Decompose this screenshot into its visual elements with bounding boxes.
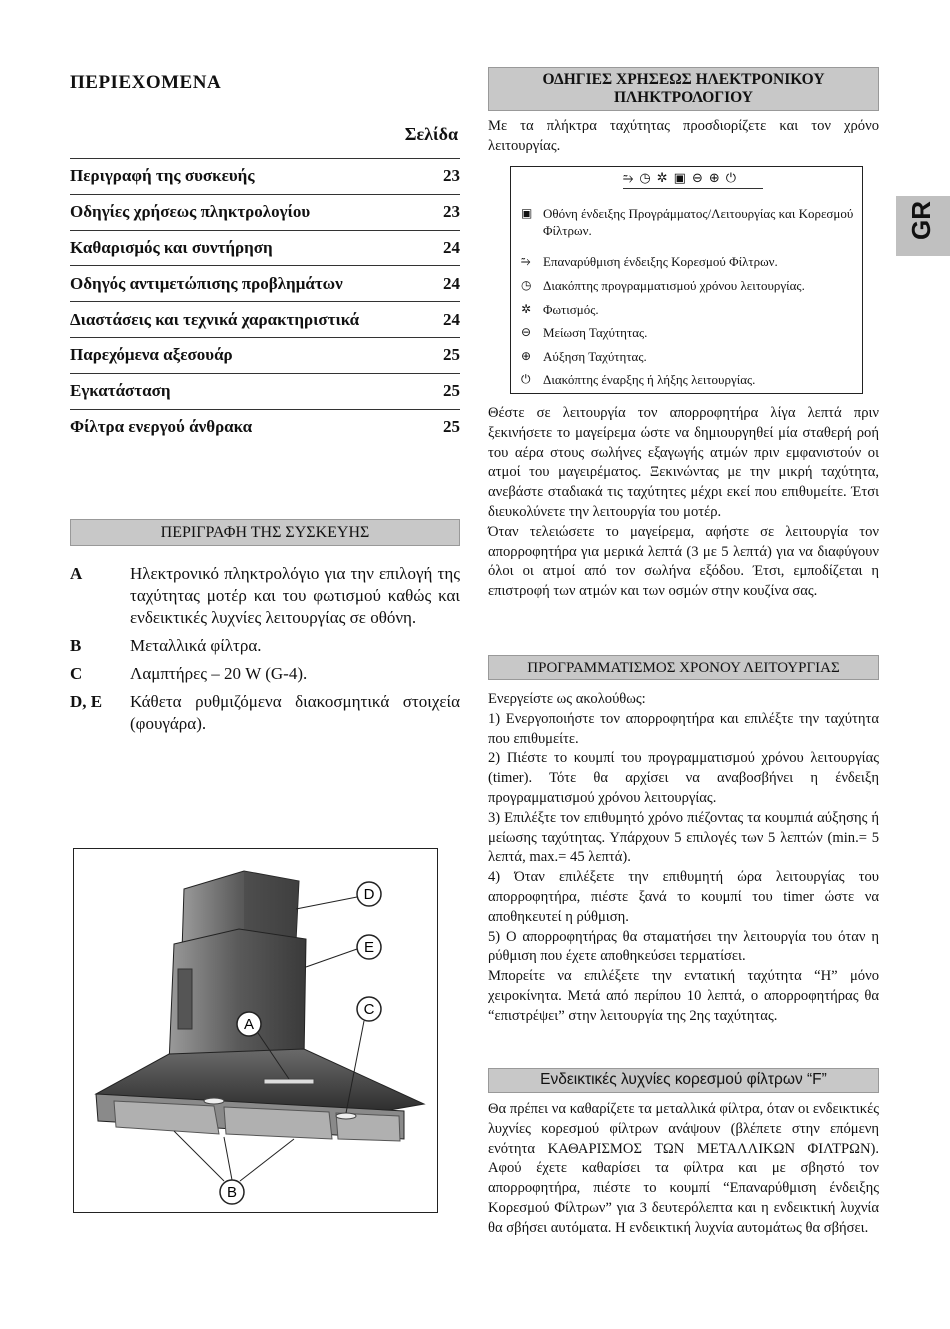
label-b: B bbox=[226, 1184, 238, 1201]
timer-icon: ◷ bbox=[521, 278, 532, 292]
plus-icon: ⊕ bbox=[521, 349, 532, 363]
filters-heading: Ενδεικτικές λυχνίες κορεσμού φίλτρων “F” bbox=[488, 1068, 879, 1093]
toc-label: Οδηγίες χρήσεως πληκτρολογίου bbox=[70, 202, 311, 222]
toc-label: Καθαρισμός και συντήρηση bbox=[70, 237, 273, 257]
programming-line: 5) Ο απορροφητήρας θα σταματήσει την λειτουργία του όταν η ρύθμιση που έχετε αποθηκεύσει τερματίσει. bbox=[488, 928, 879, 965]
toc-page: 25 bbox=[443, 345, 460, 365]
filters-text: Θα πρέπει να καθαρίζετε τα μεταλλικά φίλτρα, όταν οι ενδεικτικές λυχνίες κορεσμού φίλτρων ανάψουν (βλέπετε στην επόμενη ενότητα ΚΑΘΑΡΙΣΜΟΣ ΤΩΝ ΜΕΤΑΛΛΙΚΩΝ ΦΙΛΤΡΩΝ). Αφού έχετε καθαρίσει τα φίλτρα και με σβηστό τον απορροφητήρα, πιέστε το κουμπί “Επαναρύθμιση ένδειξης Κορεσμού Φίλτρων” για 3 δευτερόλεπτα και η ενδεικτική λυχνία θα σβήσει αυτόματα. Η ενδεικτική λυχνία αυτομάτως θα σβήσει. bbox=[488, 1101, 879, 1236]
language-tab-label: GR bbox=[906, 201, 936, 240]
legend-item bbox=[521, 205, 856, 239]
keypad-icons bbox=[623, 170, 736, 187]
toc-label: Εγκατάσταση bbox=[70, 381, 171, 401]
toc-page-header: Σελίδα bbox=[404, 124, 458, 144]
toc-row[interactable] bbox=[70, 337, 460, 373]
part-key: C bbox=[70, 664, 83, 683]
light-icon: ✲ bbox=[521, 302, 532, 316]
legend-item bbox=[521, 348, 856, 365]
legend-item bbox=[521, 371, 856, 388]
toc-page: 25 bbox=[443, 416, 460, 436]
hood-illustration bbox=[74, 849, 436, 1211]
body-paragraph: Θέστε σε λειτουργία τον απορροφητήρα λίγα λεπτά πριν ξεκινήσετε το μαγείρεμα ώστε να δημιουργηθεί μία σταθερή ροή του αέρα στους σωλήνες εξαγωγής ατμών πριν εμφανιστούν οι ατμοί του μαγειρέματος. Ξεκινώντας με την μικρή ταχύτητα, ανεβάστε σταδιακά τις ταχύτητες μέχρι εκεί που επιθυμείτε. Έτσι διευκολύνετε την λειτουργία του μοτέρ. bbox=[488, 405, 879, 520]
keypad-heading-line2: ΠΛΗΚΤΡΟΛΟΓΙΟΥ bbox=[613, 89, 753, 106]
label-e: E bbox=[363, 939, 375, 956]
minus-icon: ⊖ bbox=[521, 325, 532, 339]
timer-icon[interactable]: ◷ bbox=[639, 171, 651, 186]
toc-page: 24 bbox=[443, 309, 460, 329]
table-of-contents bbox=[70, 158, 460, 444]
legend-item bbox=[521, 253, 856, 270]
part-item bbox=[70, 663, 460, 685]
part-key: B bbox=[70, 636, 82, 655]
part-text: Ηλεκτρονικό πληκτρολόγιο για την επιλογή της ταχύτητας μοτέρ και του φωτισμού καθώς και ενδεικτικές λυχνίες λειτουργίας σε οθόνη. bbox=[130, 564, 460, 627]
legend-item bbox=[521, 301, 856, 318]
toc-page: 24 bbox=[443, 237, 460, 257]
programming-line: 4) Όταν επιλέξετε την επιθυμητή ώρα λειτουργίας του απορροφητήρα, πιέστε ξανά το κουμπί του timer ώστε να αποθηκευτεί η ρύθμιση. bbox=[488, 869, 879, 925]
toc-label: Παρεχόμενα αξεσουάρ bbox=[70, 345, 233, 365]
toc-page: 24 bbox=[443, 273, 460, 293]
programming-steps bbox=[488, 690, 879, 1027]
power-icon: ⏻ bbox=[521, 372, 531, 386]
part-key: A bbox=[70, 564, 83, 583]
toc-label: Οδηγός αντιμετώπισης προβλημάτων bbox=[70, 273, 343, 293]
part-key: D, E bbox=[70, 692, 103, 711]
toc-label: Φίλτρα ενεργού άνθρακα bbox=[70, 416, 253, 436]
label-d: D bbox=[363, 886, 375, 903]
legend-text: Επαναρύθμιση ένδειξης Κορεσμού Φίλτρων. bbox=[543, 254, 778, 269]
keypad-body bbox=[488, 404, 879, 602]
label-c: C bbox=[363, 1001, 375, 1018]
description-heading: ΠΕΡΙΓΡΑΦΗ ΤΗΣ ΣΥΣΚΕΥΗΣ bbox=[70, 519, 460, 546]
parts-list bbox=[70, 563, 460, 741]
display-icon: ▣ bbox=[673, 171, 686, 186]
part-text: Λαμπτήρες – 20 W (G-4). bbox=[130, 664, 308, 683]
toc-row[interactable] bbox=[70, 373, 460, 409]
toc-row[interactable] bbox=[70, 158, 460, 194]
display-icon: ▣ bbox=[521, 206, 533, 220]
keypad-legend-box bbox=[510, 166, 863, 394]
legend-item bbox=[521, 324, 856, 341]
toc-title: ΠΕΡΙΕΧΟΜΕΝΑ bbox=[70, 72, 222, 93]
minus-icon[interactable]: ⊖ bbox=[691, 171, 703, 186]
filter-reset-icon[interactable]: ⥲ bbox=[623, 171, 634, 186]
programming-line: Ενεργείστε ως ακολούθως: bbox=[488, 691, 646, 707]
light-icon[interactable]: ✲ bbox=[656, 171, 668, 186]
toc-page: 25 bbox=[443, 381, 460, 401]
keypad-heading-line1: ΟΔΗΓΙΕΣ ΧΡΗΣΕΩΣ ΗΛΕΚΤΡΟΝΙΚΟΥ bbox=[542, 71, 825, 88]
legend-text: Οθόνη ένδειξης Προγράμματος/Λειτουργίας και Κορεσμού Φίλτρων. bbox=[543, 206, 854, 238]
body-paragraph: Όταν τελειώσετε το μαγείρεμα, αφήστε σε λειτουργία τον απορροφητήρα για μερικά λεπτά (3 με 5 λεπτά) για να διαφύγουν όλοι οι ατμοί από τον σωλήνα εξόδου. Έτσι, εμποδίζεται η επιστροφή των ατμών και των οσμών στην κουζίνα σας. bbox=[488, 523, 879, 600]
keypad-divider bbox=[623, 188, 763, 189]
toc-page: 23 bbox=[443, 202, 460, 222]
part-item bbox=[70, 563, 460, 629]
toc-label: Περιγραφή της συσκευής bbox=[70, 166, 255, 186]
programming-line: 1) Ενεργοποιήστε τον απορροφητήρα και επιλέξτε την ταχύτητα που επιθυμείτε. bbox=[488, 710, 879, 747]
programming-line: Μπορείτε να επιλέξετε την εντατική ταχύτητα “H” μόνο χειροκίνητα. Μετά από περίπου 10 λεπτά, ο απορροφητήρας θα “επιστρέψει” στην λειτουργία της 2ης ταχύτητας. bbox=[488, 968, 879, 1024]
toc-label: Διαστάσεις και τεχνικά χαρακτηριστικά bbox=[70, 309, 360, 329]
part-item bbox=[70, 691, 460, 735]
legend-text: Φωτισμός. bbox=[543, 302, 599, 317]
toc-row[interactable] bbox=[70, 301, 460, 337]
programming-heading: ΠΡΟΓΡΑΜΜΑΤΙΣΜΟΣ ΧΡΟΝΟΥ ΛΕΙΤΟΥΡΓΙΑΣ bbox=[488, 655, 879, 680]
toc-row[interactable] bbox=[70, 230, 460, 266]
plus-icon[interactable]: ⊕ bbox=[708, 171, 720, 186]
toc-row[interactable] bbox=[70, 194, 460, 230]
legend-item bbox=[521, 277, 856, 294]
toc-row[interactable] bbox=[70, 409, 460, 445]
legend-text: Διακόπτης προγραμματισμού χρόνου λειτουργίας. bbox=[543, 278, 805, 293]
keypad-intro: Με τα πλήκτρα ταχύτητας προσδιορίζετε και τον χρόνο λειτουργίας. bbox=[488, 118, 879, 154]
legend-text: Αύξηση Ταχύτητας. bbox=[543, 349, 647, 364]
legend-text: Μείωση Ταχύτητας. bbox=[543, 325, 648, 340]
filter-reset-icon: ⥲ bbox=[521, 254, 531, 268]
legend-text: Διακόπτης έναρξης ή λήξης λειτουργίας. bbox=[543, 372, 756, 387]
part-text: Μεταλλικά φίλτρα. bbox=[130, 636, 262, 655]
programming-line: 3) Επιλέξτε τον επιθυμητό χρόνο πιέζοντας τα κουμπιά αύξησης ή μείωσης ταχύτητας. Υπάρχουν 5 επιλογές των 5 λεπτών (min.= 5 λεπτά, max.= 45 λεπτά). bbox=[488, 809, 879, 866]
hood-diagram bbox=[73, 848, 438, 1213]
toc-page: 23 bbox=[443, 166, 460, 186]
toc-row[interactable] bbox=[70, 265, 460, 301]
part-text: Κάθετα ρυθμιζόμενα διακοσμητικά στοιχεία (φουγάρα). bbox=[130, 692, 460, 733]
part-item bbox=[70, 635, 460, 657]
label-a: A bbox=[243, 1016, 255, 1033]
language-tab bbox=[896, 196, 950, 256]
programming-line: 2) Πιέστε το κουμπί του προγραμματισμού χρόνου λειτουργίας (timer). Τότε θα αρχίσει να αναβοσβήνει η ένδειξη προγραμματισμού χρόνου λειτουργίας. bbox=[488, 750, 879, 806]
keypad-heading bbox=[488, 67, 879, 111]
power-icon[interactable]: ⏻ bbox=[725, 171, 737, 186]
